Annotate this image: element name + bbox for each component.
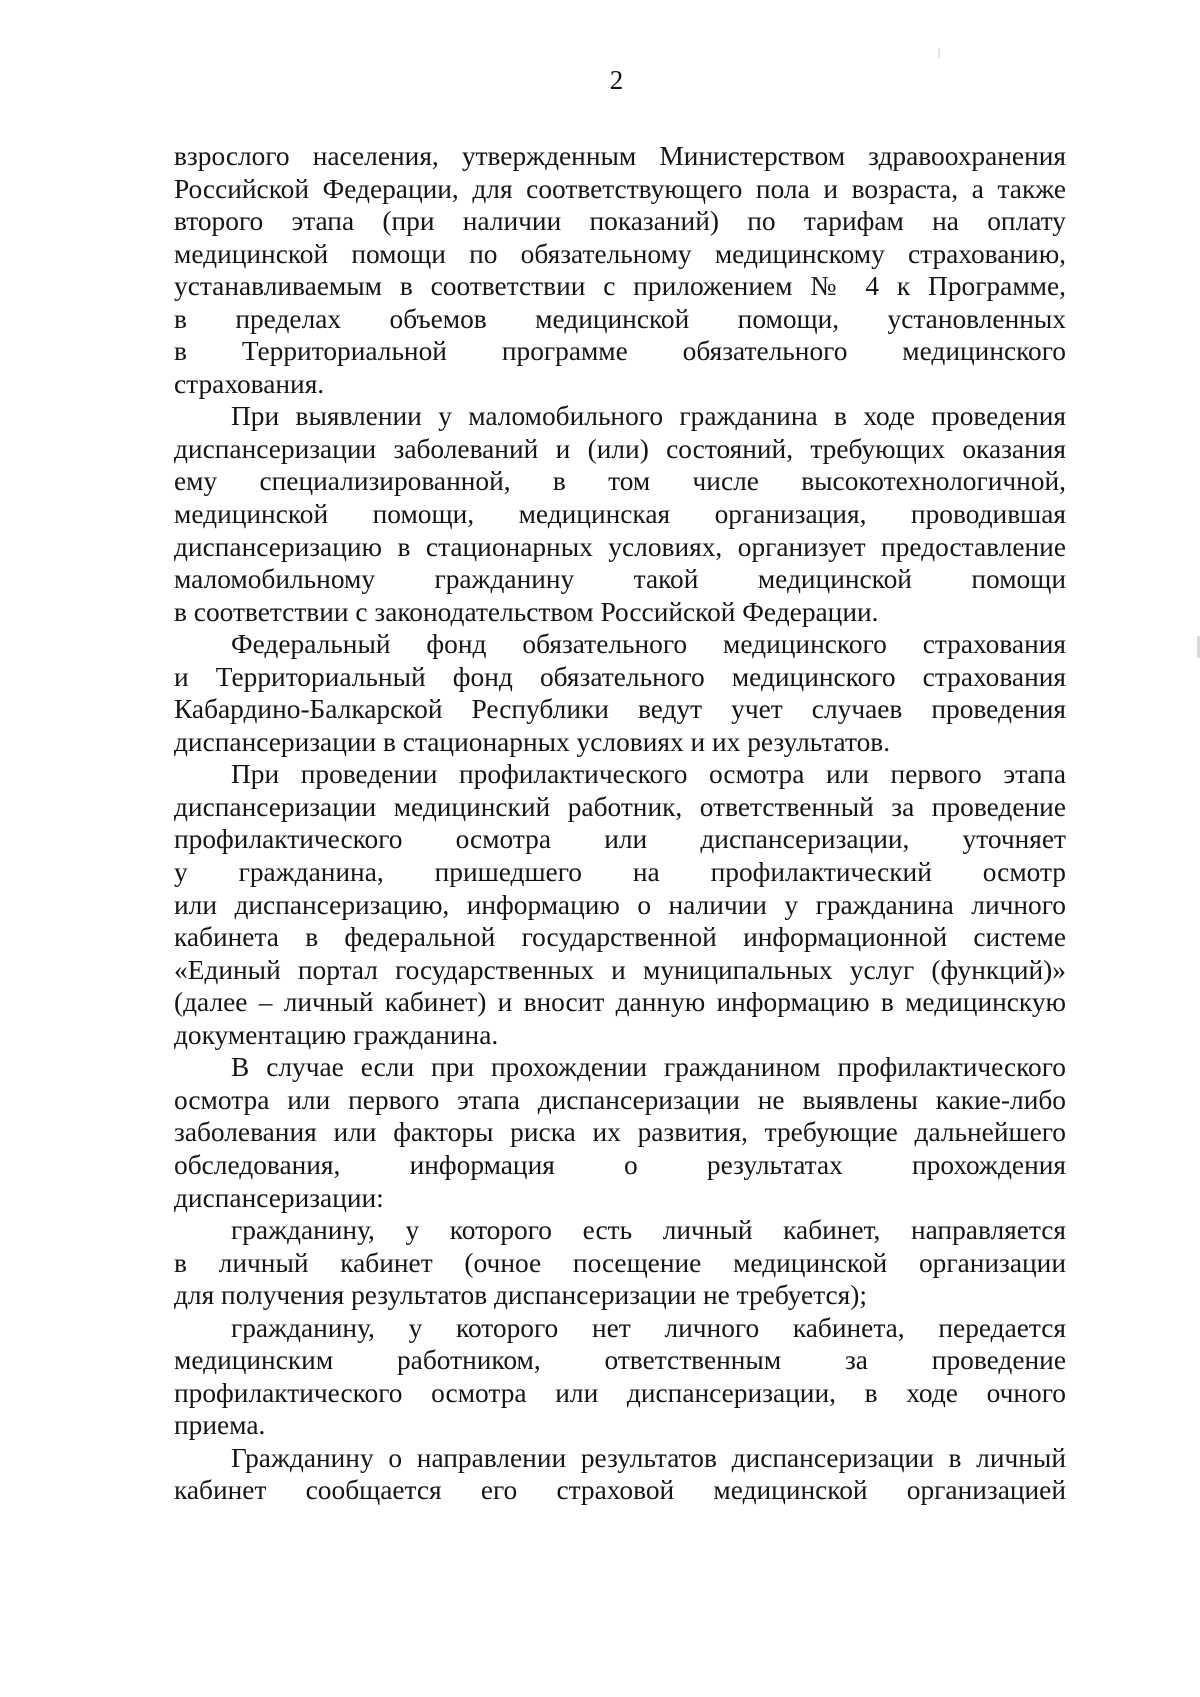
- text-line: (далее – личный кабинет) и вносит данную информацию в медицинскую: [174, 987, 1066, 1018]
- scan-artifact: [938, 48, 940, 58]
- text-line: осмотра или первого этапа диспансеризации не выявлены какие-либо: [174, 1084, 1066, 1115]
- text-line: диспансеризации в стационарных условиях и их результатов.: [174, 726, 891, 757]
- text-line: «Единый портал государственных и муниципальных услуг (функций)»: [174, 954, 1066, 985]
- paragraph-p7: [174, 1312, 1066, 1442]
- text-line: второго этапа (при наличии показаний) по тарифам на оплату: [174, 206, 1066, 237]
- text-line: профилактического осмотра или диспансеризации, уточняет: [174, 824, 1066, 855]
- text-line: документацию гражданина.: [174, 1019, 499, 1050]
- text-line: для получения результатов диспансеризации не требуется);: [174, 1280, 868, 1311]
- text-line: страхования.: [174, 368, 325, 399]
- text-line: в соответствии с законодательством Российской Федерации.: [174, 596, 879, 627]
- text-line: медицинской помощи по обязательному медицинскому страхованию,: [174, 238, 1066, 269]
- text-line: Кабардино-Балкарской Республики ведут учет случаев проведения: [174, 694, 1066, 725]
- text-line: При проведении профилактического осмотра или первого этапа: [231, 759, 1066, 790]
- paragraph-p3: [174, 628, 1066, 758]
- text-line: ему специализированной, в том числе высокотехнологичной,: [174, 466, 1066, 497]
- paragraph-p4: [174, 758, 1066, 1051]
- text-line: диспансеризации:: [174, 1182, 384, 1213]
- text-line: диспансеризации медицинский работник, ответственный за проведение: [174, 791, 1066, 822]
- text-line: профилактического осмотра или диспансеризации, в ходе очного: [174, 1377, 1066, 1408]
- page-number: 2: [609, 65, 624, 95]
- text-line: медицинской помощи, медицинская организация, проводившая: [174, 499, 1066, 530]
- text-line: в пределах объемов медицинской помощи, установленных: [174, 303, 1066, 334]
- text-line: у гражданина, пришедшего на профилактический осмотр: [174, 857, 1066, 888]
- paragraph-p6: [174, 1214, 1066, 1312]
- text-line: Гражданину о направлении результатов диспансеризации в личный: [231, 1442, 1066, 1473]
- paragraph-p1: [174, 140, 1066, 400]
- text-line: заболевания или факторы риска их развития, требующие дальнейшего: [174, 1117, 1066, 1148]
- text-line: или диспансеризацию, информацию о наличии у гражданина личного: [174, 889, 1066, 920]
- text-line: устанавливаемым в соответствии с приложением № 4 к Программе,: [174, 271, 1066, 302]
- text-line: в Территориальной программе обязательного медицинского: [174, 336, 1066, 367]
- text-line: в личный кабинет (очное посещение медицинской организации: [174, 1247, 1066, 1278]
- text-line: гражданину, у которого нет личного кабинета, передается: [231, 1312, 1066, 1343]
- paragraph-p2: [174, 400, 1066, 628]
- text-line: взрослого населения, утвержденным Министерством здравоохранения: [174, 141, 1066, 171]
- text-line: Федеральный фонд обязательного медицинского страхования: [231, 629, 1066, 660]
- text-line: гражданину, у которого есть личный кабинет, направляется: [231, 1215, 1066, 1246]
- text-line: кабинет сообщается его страховой медицинской организацией: [174, 1475, 1066, 1506]
- paragraph-p5: [174, 1051, 1066, 1214]
- text-line: маломобильному гражданину такой медицинской помощи: [174, 564, 1066, 595]
- text-line: кабинета в федеральной государственной информационной системе: [174, 922, 1066, 953]
- text-line: Российской Федерации, для соответствующего пола и возраста, а также: [174, 173, 1066, 204]
- paragraph-p8: [174, 1442, 1066, 1507]
- text-line: медицинским работником, ответственным за проведение: [174, 1345, 1066, 1376]
- text-line: В случае если при прохождении гражданином профилактического: [231, 1052, 1066, 1083]
- text-line: диспансеризации заболеваний и (или) состояний, требующих оказания: [174, 433, 1066, 464]
- text-line: диспансеризацию в стационарных условиях, организует предоставление: [174, 531, 1066, 562]
- text-line: приема.: [174, 1410, 266, 1441]
- text-line: и Территориальный фонд обязательного медицинского страхования: [174, 661, 1066, 692]
- document-body: [174, 140, 1066, 1507]
- text-line: обследования, информация о результатах прохождения: [174, 1149, 1066, 1180]
- text-line: При выявлении у маломобильного гражданина в ходе проведения: [231, 401, 1066, 432]
